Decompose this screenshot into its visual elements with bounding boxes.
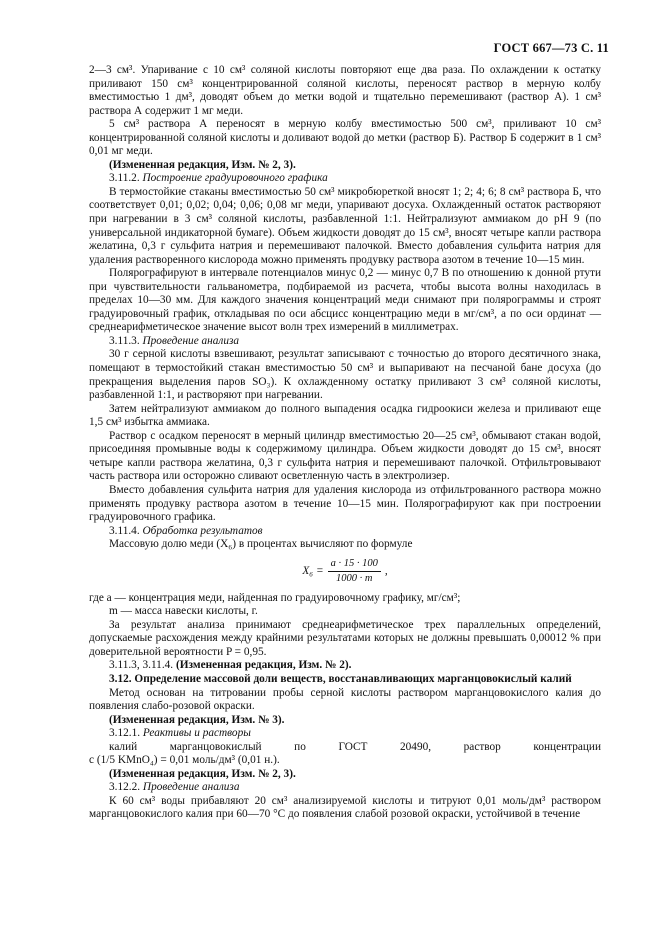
section-number: 3.11.2. xyxy=(109,172,140,185)
section-number: 3.11.3, 3.11.4. xyxy=(109,659,174,672)
section-number: 3.11.4. xyxy=(109,524,140,537)
amendment-note: (Измененная редакция, Изм. № 2, 3). xyxy=(109,767,296,780)
formula-denominator: 1000 · m xyxy=(335,573,373,585)
section-heading xyxy=(89,781,601,795)
amendment-note: (Измененная редакция, Изм. № 2). xyxy=(175,659,352,672)
paragraph: К 60 см³ воды прибавляют 20 см³ анализируемой кислоты и титруют 0,01 моль/дм³ раствором марганцовокислого калия при 60—70 °С до появления слабой розовой окраски, устойчивой в течение xyxy=(89,794,601,821)
paragraph: 5 см³ раствора А переносят в мерную колбу вместимостью 500 см³, приливают 10 см³ концентрированной соляной кислоты и доливают водой до метки (раствор Б). Раствор Б содержит в 1 см³ 0,01 мг меди. xyxy=(89,118,601,158)
paragraph: В термостойкие стаканы вместимостью 50 см³ микробюреткой вносят 1; 2; 4; 6; 8 см³ раствора Б, что соответствует 0,01; 0,02; 0,04; 0,06; 0,08 мг меди, упаривают досуха. Охлажденный остаток растворяют при нагревании в 3 см³ соляной кислоты, разбавленной 1:1. Нейтрализуют аммиаком до pH 9 (по универсальной индикаторной бумаге). Объем жидкости доводят до 15 см³, вносят четыре капли раствора желатина, 0,3 г сульфита натрия и перемешивают палочкой. Вместо добавления сульфита натрия для удаления растворенного кислорода можно применять продувку раствора азотом в течение 10—15 мин. xyxy=(89,185,601,266)
paragraph: Вместо добавления сульфита натрия для удаления кислорода из отфильтрованного раствора можно применять продувку раствора азотом в течение 10—15 мин. Полярографируют как при построении градуировочного графика. xyxy=(89,483,601,524)
paragraph: Раствор с осадком переносят в мерный цилиндр вместимостью 20—25 см³, обмывают стакан водой, присоединяя промывные воды к содержимому цилиндра. Объем жидкости доводят до 15 см³, вносят четыре капли раствора желатина, 0,3 г сульфита натрия и перемешивают палочкой. Отфильтровывают часть раствора или осторожно сливают осветленную часть в электролизер. xyxy=(89,429,601,483)
section-heading xyxy=(89,727,601,741)
paragraph: Метод основан на титровании пробы серной кислоты раствором марганцовокислого калия до появления слабо-розовой окраски. xyxy=(89,686,601,713)
paragraph: Затем нейтрализуют аммиаком до полного выпадения осадка гидроокиси железа и приливают еще 1,5 см³ избытка аммиака. xyxy=(89,402,601,429)
section-title: Построение градуировочного графика xyxy=(142,172,328,185)
section-heading: 3.12. Определение массовой доли веществ, восстанавливающих марганцовокислый калий xyxy=(109,672,572,685)
amendment-note: (Измененная редакция, Изм. № 2, 3). xyxy=(109,158,296,171)
paragraph: Массовую долю меди (X₆) в процентах вычисляют по формуле xyxy=(109,538,413,551)
section-title: Проведение анализа xyxy=(142,781,240,794)
formula-fraction xyxy=(328,558,381,585)
paragraph: m — масса навески кислоты, г. xyxy=(109,605,258,618)
section-title: Обработка результатов xyxy=(142,524,263,537)
formula-numerator: a · 15 · 100 xyxy=(328,558,381,572)
paragraph: Полярографируют в интервале потенциалов минус 0,2 — минус 0,7 В по отношению к донной ртути при чувствительности гальванометра, подбираемой из расчета, чтобы высота волны находилась в пределах 10—30 мм. Для каждого значения концентраций меди снимают при полярограммы и строят градуировочный график, откладывая по оси абсцисс концентрацию меди в мг/см³, а по оси ординат — среднеарифметическое значение высот волн трех измерений в миллиметрах. xyxy=(89,267,601,334)
paragraph: 30 г серной кислоты взвешивают, результат записывают с точностью до второго десятичного знака, помещают в термостойкий стакан вместимостью 50 см³ и выпаривают на песчаной бане досуха (до прекращения выделения паров SO₃). К охлажденному остатку приливают 3 см³ соляной кислоты, разбавленной 1:1, и растворяют при нагревании. xyxy=(89,348,601,402)
section-heading xyxy=(89,335,601,349)
section-number: 3.12.2. xyxy=(109,781,141,794)
section-heading xyxy=(89,525,601,539)
formula-lhs: X₆ = xyxy=(302,564,324,577)
formula xyxy=(89,553,601,591)
amendment-line xyxy=(89,659,601,673)
document-body xyxy=(89,64,601,822)
formula-tail: , xyxy=(384,564,388,577)
section-title: Проведение анализа xyxy=(142,334,240,347)
amendment-note: (Измененная редакция, Изм. № 3). xyxy=(109,713,285,726)
section-heading xyxy=(89,172,601,186)
paragraph: c (1/5 KMnO₄) = 0,01 моль/дм³ (0,01 н.). xyxy=(89,754,280,767)
section-number: 3.11.3. xyxy=(109,334,140,347)
section-number: 3.12.1. xyxy=(109,727,141,740)
paragraph: где a — концентрация меди, найденная по градуировочному графику, мг/см³; xyxy=(89,591,461,604)
page-header: ГОСТ 667—73 С. 11 xyxy=(493,41,609,55)
paragraph: За результат анализа принимают среднеарифметическое трех параллельных определений, допускаемые расхождения между крайними результатами которых не должны превышать 0,00012 % при доверительной вероятности P = 0,95. xyxy=(89,618,601,658)
section-title: Реактивы и растворы xyxy=(142,727,251,740)
paragraph: 2—3 см³. Упаривание с 10 см³ соляной кислоты повторяют еще два раза. По охлаждении к остатку приливают 150 см³ концентрированной соляной кислоты, переносят раствор в мерную колбу вместимостью 1 дм³, доводят объем до метки водой и тщательно перемешивают (раствор А). 1 см³ раствора А содержит 1 мг меди. xyxy=(89,64,601,117)
paragraph: калий марганцовокислый по ГОСТ 20490, раствор концентрации xyxy=(109,740,601,753)
